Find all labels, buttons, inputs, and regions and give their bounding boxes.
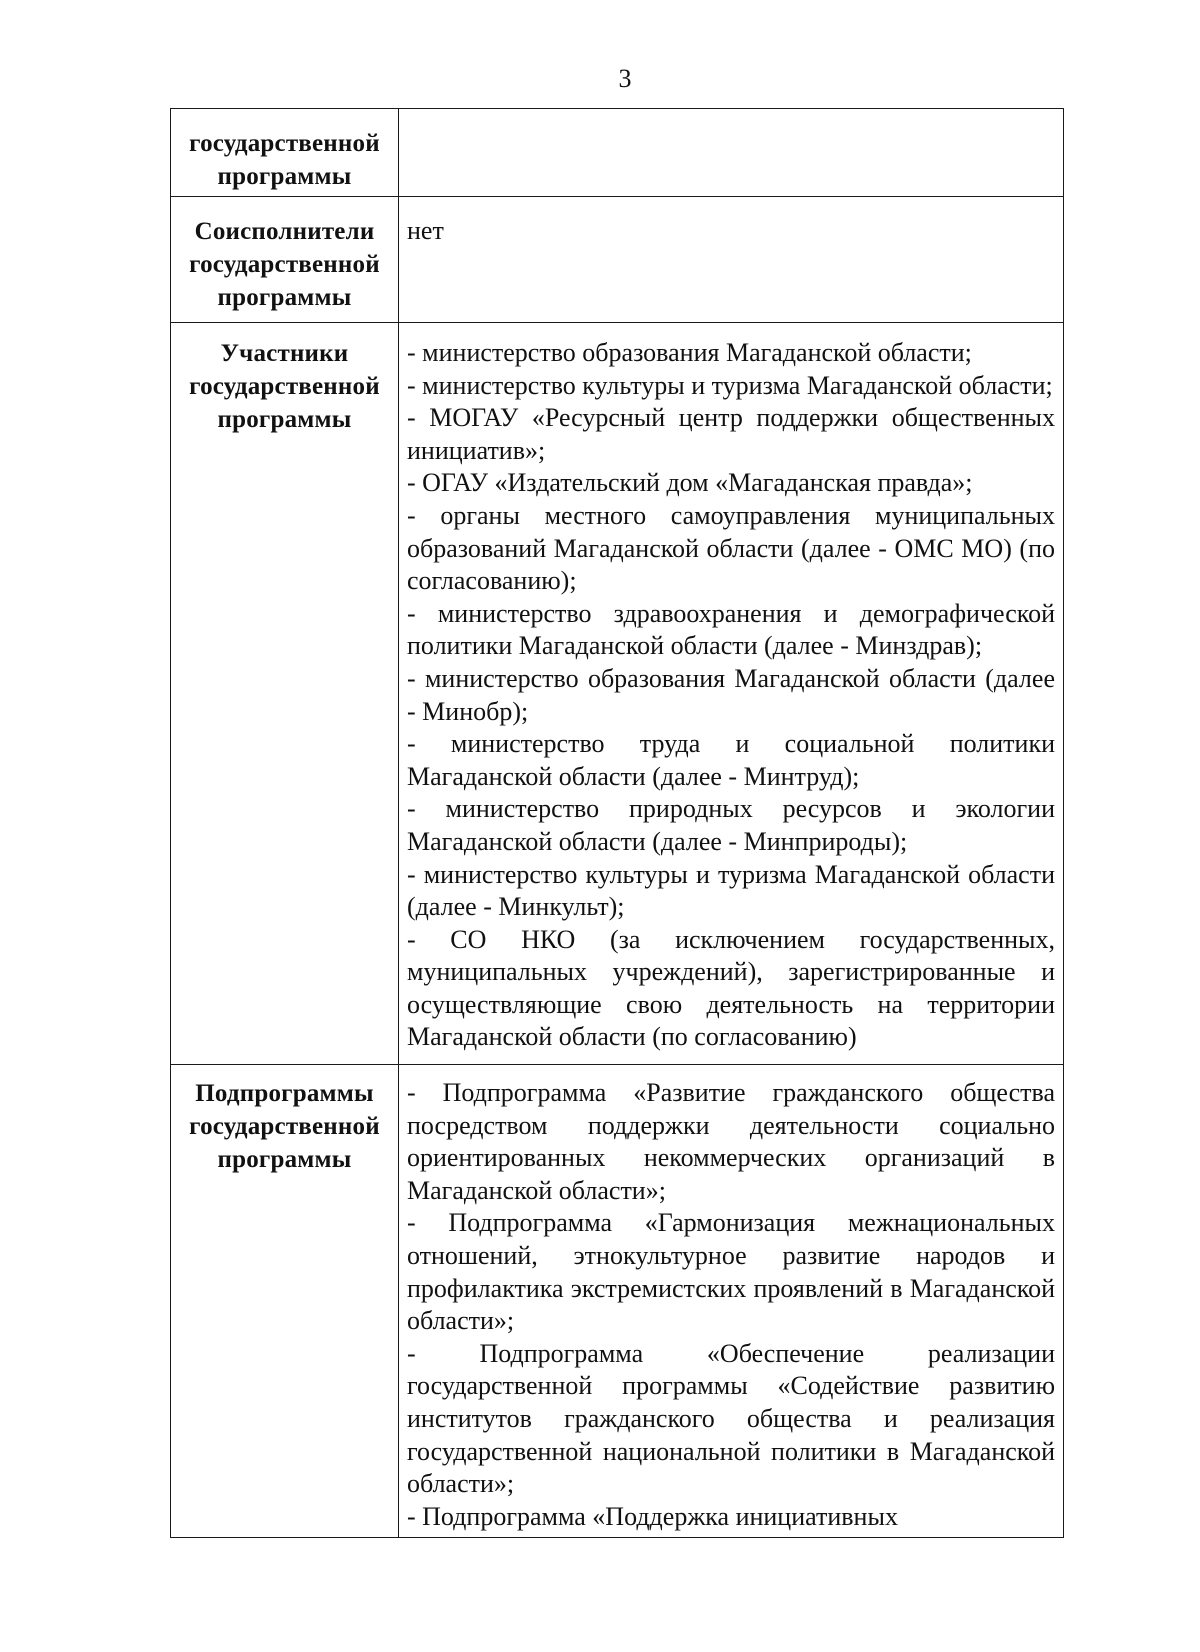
participant-item: - министерство культуры и туризма Магаданской области; (407, 370, 1053, 400)
subprogram-item: - Подпрограмма «Гармонизация межнациональных отношений, этнокультурное развитие народов и профилактика экстремистских проявлений в Магаданской области»; (407, 1208, 1055, 1336)
row-label: Соисполнители государственной программы (189, 218, 380, 311)
value-paragraph: нет (407, 216, 444, 245)
table-row (171, 197, 1064, 323)
subprogram-item: - Подпрограмма «Обеспечение реализации государственной программы «Содействие развитию институтов гражданского общества и реализация государственной национальной политики в Магаданской области»; (407, 1338, 1055, 1499)
participant-item: - органы местного самоуправления муниципальных образований Магаданской области (далее - ОМС МО) (по согласованию); (407, 500, 1055, 596)
page-number: 3 (618, 64, 632, 93)
table-row (171, 1065, 1064, 1538)
participant-item: - министерство здравоохранения и демографической политики Магаданской области (далее - Минздрав); (407, 598, 1055, 661)
row-value-cell (399, 197, 1064, 323)
row-label-cell (171, 323, 399, 1065)
participant-item: - МОГАУ «Ресурсный центр поддержки общественных инициатив»; (407, 403, 1055, 465)
participant-item: - министерство культуры и туризма Магаданской области (далее - Минкульт); (407, 859, 1055, 922)
row-value (399, 109, 1063, 196)
row-label: Участники государственной программы (189, 340, 380, 433)
row-value-cell (399, 323, 1064, 1065)
row-label: государственной программы (189, 130, 380, 190)
program-passport-table (170, 108, 1064, 1538)
row-label-cell (171, 109, 399, 197)
participant-item: - ОГАУ «Издательский дом «Магаданская правда»; (407, 468, 973, 498)
row-value (399, 1065, 1063, 1537)
subprogram-item: - Подпрограмма «Развитие гражданского общества посредством поддержки деятельности социально ориентированных некоммерческих организаций в Магаданской области»; (407, 1078, 1055, 1205)
participant-item: - министерство образования Магаданской области; (407, 338, 972, 367)
participant-item: - СО НКО (за исключением государственных, муниципальных учреждений), зарегистрированные и осуществляющие свою деятельность на территории Магаданской области (по согласованию) (407, 924, 1055, 1052)
participant-item: - министерство образования Магаданской области (далее - Минобр); (407, 663, 1055, 726)
row-value (399, 323, 1063, 1064)
participant-item: - министерство природных ресурсов и экологии Магаданской области (далее - Минприроды); (407, 794, 1055, 856)
row-value-cell (399, 1065, 1064, 1538)
row-label-cell (171, 1065, 399, 1538)
table-row (171, 109, 1064, 197)
subprogram-item: - Подпрограмма «Поддержка инициативных (407, 1501, 898, 1531)
row-value-cell (399, 109, 1064, 197)
row-label: Подпрограммы государственной программы (189, 1080, 380, 1174)
row-value (399, 197, 1063, 322)
participant-item: - министерство труда и социальной политики Магаданской области (далее - Минтруд); (407, 729, 1055, 791)
row-label-cell (171, 197, 399, 323)
table-row (171, 323, 1064, 1065)
